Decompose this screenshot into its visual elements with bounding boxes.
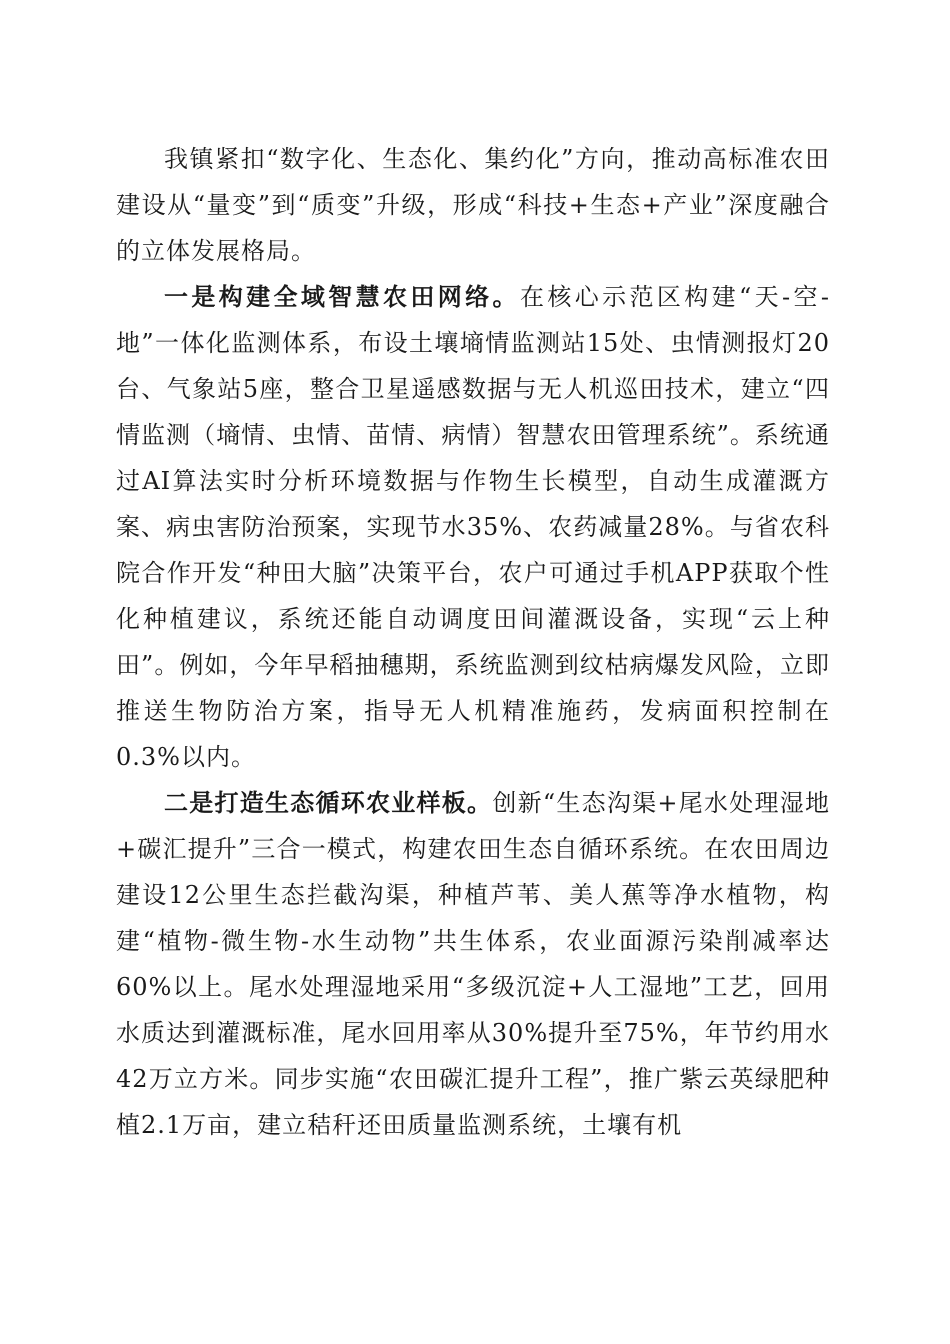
- paragraph-smart-farmland-text: 在核心示范区构建“天-空-地”一体化监测体系，布设土壤墒情监测站15处、虫情测报灯20台、气象站5座，整合卫星遥感数据与无人机巡田技术，建立“四情监测（墒情、虫情、苗情、病情）智慧农田管理系统”。系统通过AI算法实时分析环境数据与作物生长模型，自动生成灌溉方案、病虫害防治预案，实现节水35%、农药减量28%。与省农科院合作开发“种田大脑”决策平台，农户可通过手机APP获取个性化种植建议，系统还能自动调度田间灌溉设备，实现“云上种田”。例如，今年早稻抽穗期，系统监测到纹枯病爆发风险，立即推送生物防治方案，指导无人机精准施药，发病面积控制在0.3%以内。: [116, 283, 831, 771]
- paragraph-eco-agriculture-heading: 二是打造生态循环农业样板。: [164, 788, 493, 817]
- paragraph-smart-farmland-heading: 一是构建全域智慧农田网络。: [164, 282, 520, 311]
- document-body: [116, 136, 830, 1148]
- paragraph-smart-farmland: [116, 274, 830, 780]
- paragraph-intro: [116, 136, 830, 274]
- paragraph-eco-agriculture: [116, 780, 830, 1148]
- paragraph-eco-agriculture-text: 创新“生态沟渠+尾水处理湿地+碳汇提升”三合一模式，构建农田生态自循环系统。在农田周边建设12公里生态拦截沟渠，种植芦苇、美人蕉等净水植物，构建“植物-微生物-水生动物”共生体系，农业面源污染削减率达60%以上。尾水处理湿地采用“多级沉淀+人工湿地”工艺，回用水质达到灌溉标准，尾水回用率从30%提升至75%，年节约用水42万立方米。同步实施“农田碳汇提升工程”，推广紫云英绿肥种植2.1万亩，建立秸秆还田质量监测系统，土壤有机: [116, 789, 830, 1139]
- paragraph-intro-text: 我镇紧扣“数字化、生态化、集约化”方向，推动高标准农田建设从“量变”到“质变”升级，形成“科技+生态+产业”深度融合的立体发展格局。: [116, 145, 830, 265]
